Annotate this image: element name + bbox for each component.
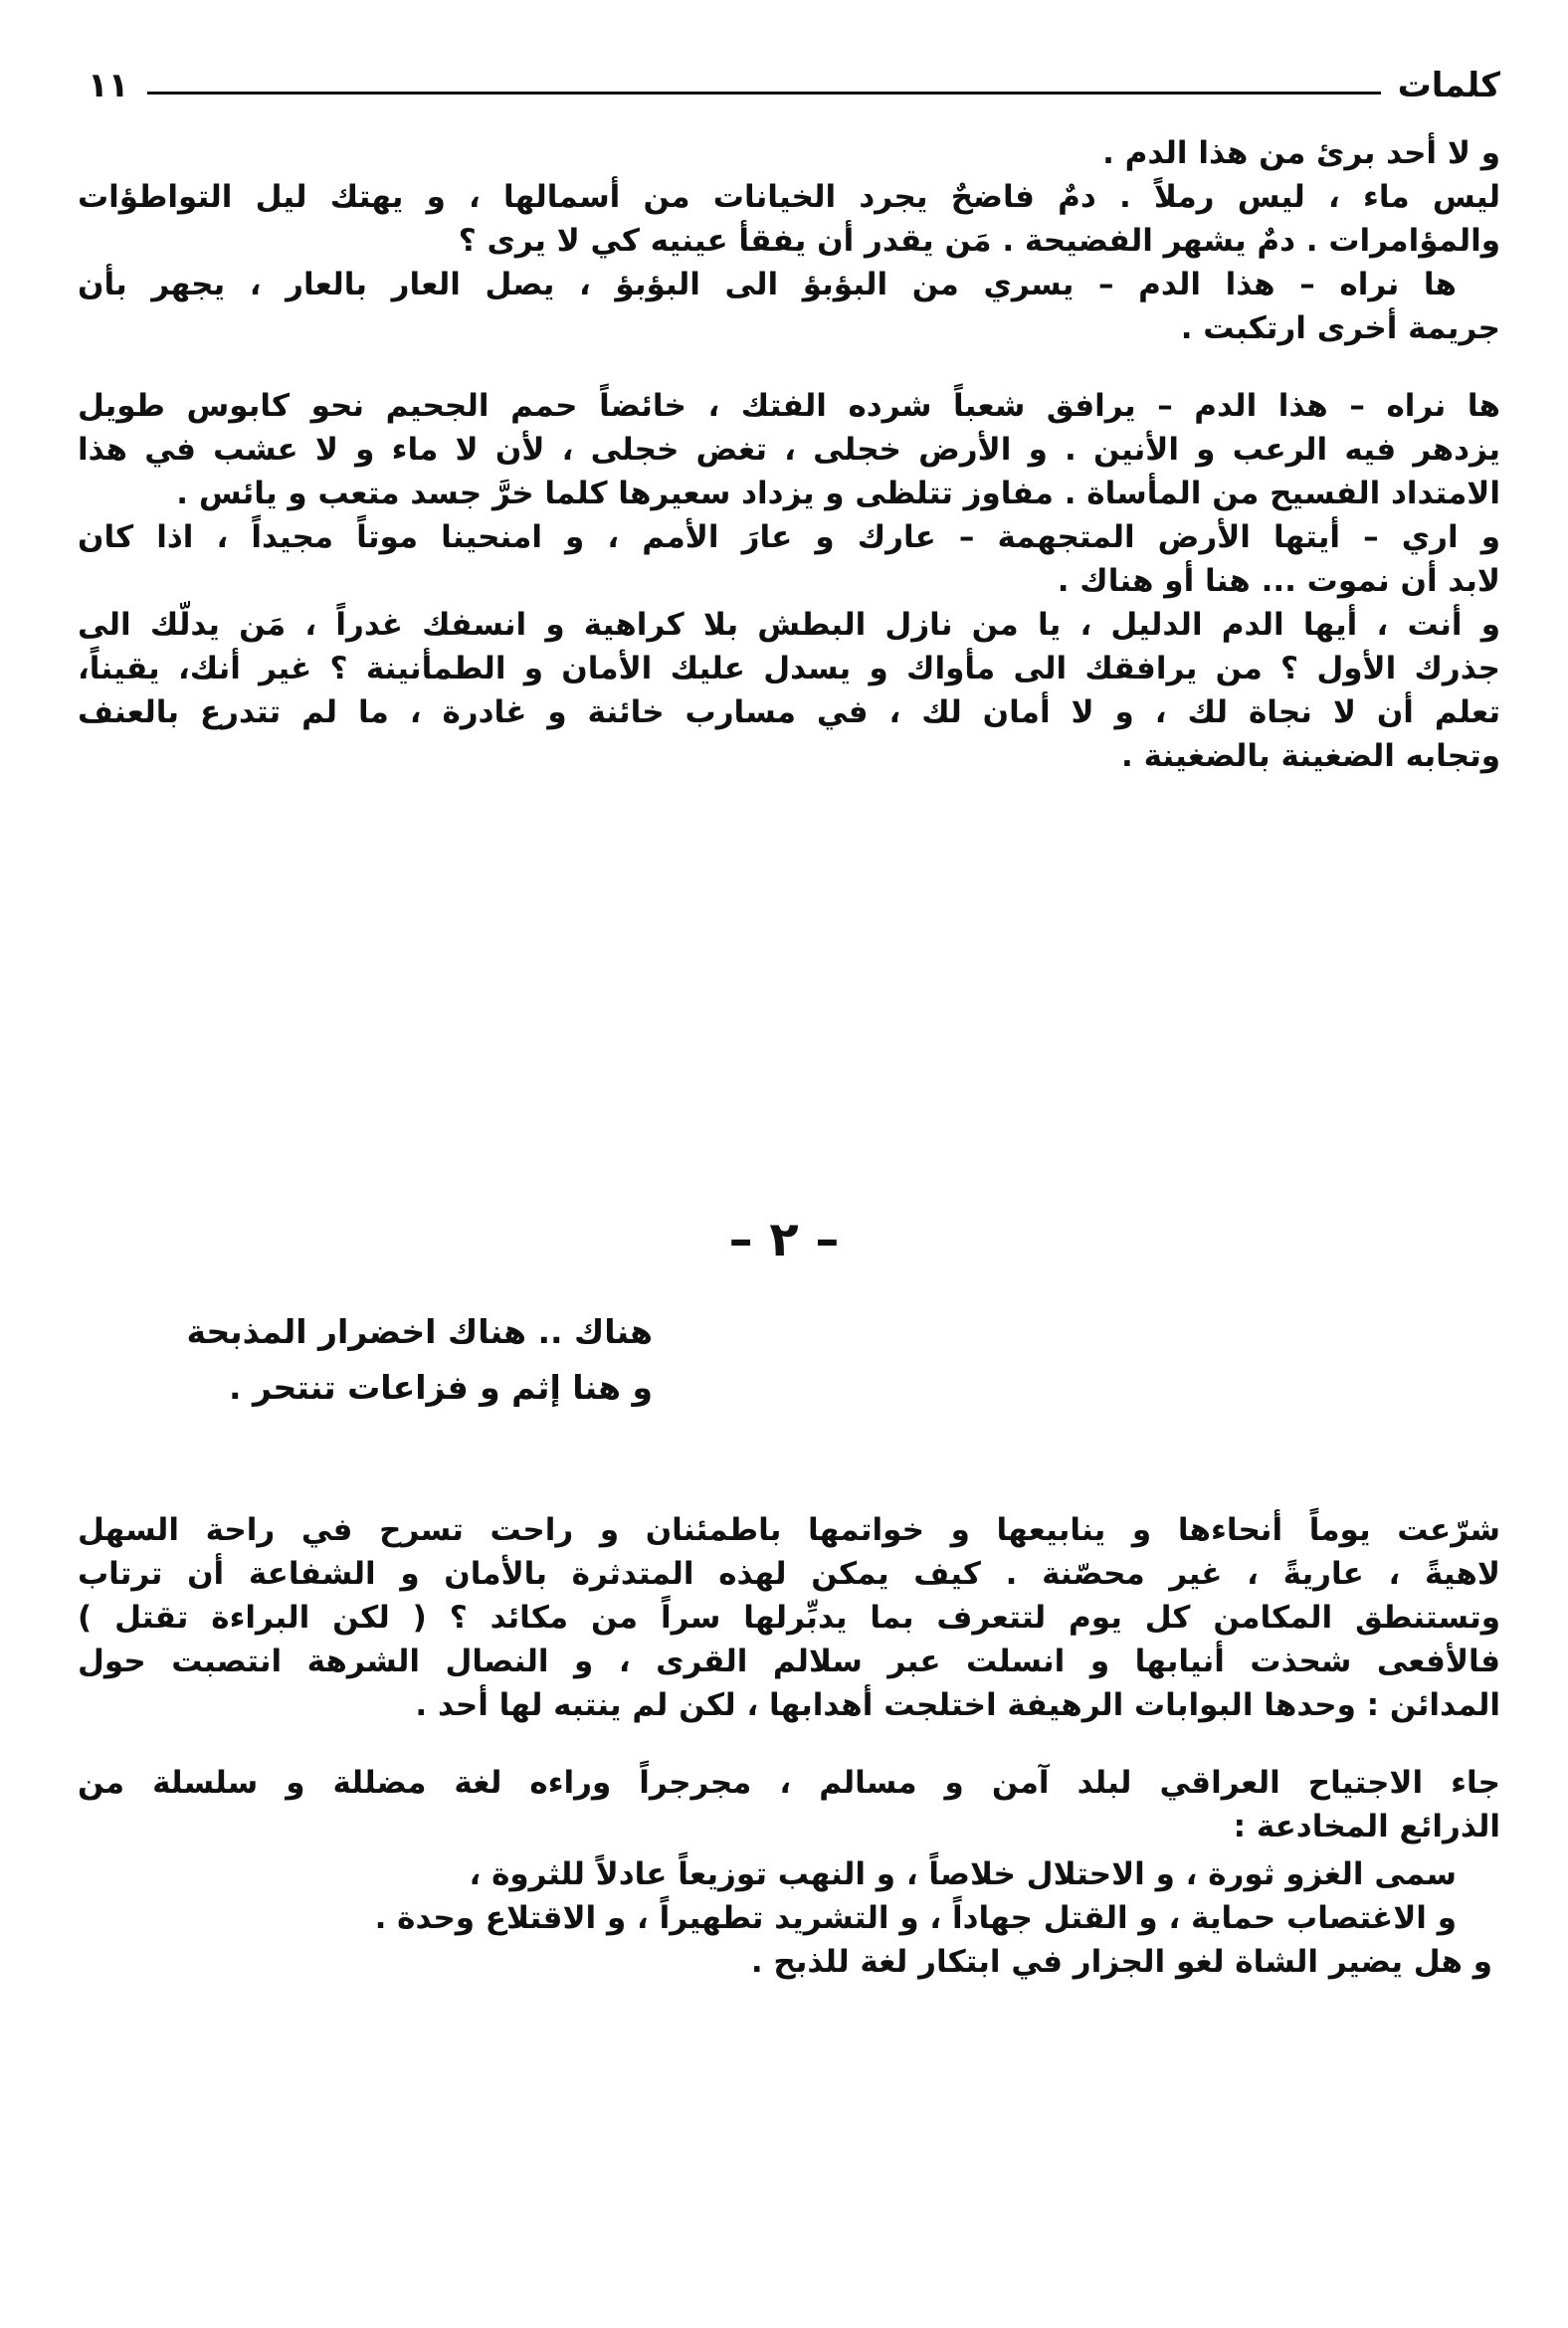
- running-title: كلمات: [1397, 66, 1500, 105]
- text-line: وتستنطق المكامن كل يوم لتتعرف بما يدبِّرلها سراً من مكائد ؟ ( لكن البراءة تقتل ): [78, 1600, 1500, 1636]
- text-line: تعلم أن لا نجاة لك ، و لا أمان لك ، في مسارب خائنة و غادرة ، ما لم تتدرع بالعنف: [78, 694, 1500, 730]
- text-line: جريمة أخرى ارتكبت .: [1180, 310, 1500, 346]
- page-header: [88, 62, 1500, 111]
- text-line: لابد أن نموت ... هنا أو هناك .: [1057, 563, 1500, 599]
- header-rule: [147, 92, 1381, 95]
- text-line: و هل يضير الشاة لغو الجزار في ابتكار لغة للذبح .: [750, 1944, 1492, 1980]
- text-line: و اري – أيتها الأرض المتجهمة – عارك و عارَ الأمم ، و امنحينا موتاً مجيداً ، اذا كان: [78, 519, 1500, 555]
- text-line: و الاغتصاب حماية ، و القتل جهاداً ، و التشريد تطهيراً ، و الاقتلاع وحدة .: [374, 1900, 1457, 1936]
- text-line: الذرائع المخادعة :: [1233, 1809, 1500, 1844]
- text-line: لاهيةً ، عاريةً ، غير محصّنة . كيف يمكن لهذه المتدثرة بالأمان و الشفاعة أن ترتاب: [78, 1556, 1500, 1592]
- text-line: وتجابه الضغينة بالضغينة .: [1121, 738, 1500, 774]
- text-line: الامتداد الفسيح من المأساة . مفاوز تتلظى و يزداد سعيرها كلما خرَّ جسد متعب و يائس .: [176, 476, 1500, 511]
- text-line: يزدهر فيه الرعب و الأنين . و الأرض خجلى ، تغض خجلى ، لأن لا ماء و لا عشب في هذا: [78, 432, 1500, 468]
- text-line: سمى الغزو ثورة ، و الاحتلال خلاصاً ، و النهب توزيعاً عادلاً للثروة ،: [469, 1856, 1457, 1892]
- text-line: ها نراه – هذا الدم – يرافق شعباً شرده الفتك ، خائضاً حمم الجحيم نحو كابوس طويل: [78, 388, 1500, 424]
- poem-line: هناك .. هناك اخضرار المذبحة: [186, 1312, 653, 1351]
- text-line: المدائن : وحدها البوابات الرهيفة اختلجت أهدابها ، لكن لم ينتبه لها أحد .: [415, 1687, 1500, 1723]
- section-number: – ٢ –: [728, 1212, 840, 1267]
- text-line: و أنت ، أيها الدم الدليل ، يا من نازل البطش بلا كراهية و انسفك غدراً ، مَن يدلّك الى: [78, 607, 1500, 643]
- poem-line: و هنا إثم و فزاعات تنتحر .: [228, 1368, 653, 1407]
- text-line: والمؤامرات . دمٌ يشهر الفضيحة . مَن يقدر أن يفقأ عينيه كي لا يرى ؟: [458, 223, 1500, 259]
- page-number: ١١: [88, 66, 129, 105]
- text-line: جاء الاجتياح العراقي لبلد آمن و مسالم ، مجرجراً وراءه لغة مضللة و سلسلة من: [78, 1765, 1500, 1801]
- text-line: فالأفعى شحذت أنيابها و انسلت عبر سلالم القرى ، و النصال الشرهة انتصبت حول: [78, 1644, 1500, 1679]
- text-line: جذرك الأول ؟ من يرافقك الى مأواك و يسدل عليك الأمان و الطمأنينة ؟ غير أنك، يقيناً،: [78, 651, 1500, 686]
- text-line: ليس ماء ، ليس رملاً . دمٌ فاضحٌ يجرد الخيانات من أسمالها ، و يهتك ليل التواطؤات: [78, 179, 1500, 215]
- text-line: شرّعت يوماً أنحاءها و ينابيعها و خواتمها باطمئنان و راحت تسرح في راحة السهل: [78, 1512, 1500, 1548]
- text-line: ها نراه – هذا الدم – يسري من البؤبؤ الى البؤبؤ ، يصل العار بالعار ، يجهر بأن: [78, 267, 1457, 302]
- text-line: و لا أحد برئ من هذا الدم .: [1102, 135, 1500, 171]
